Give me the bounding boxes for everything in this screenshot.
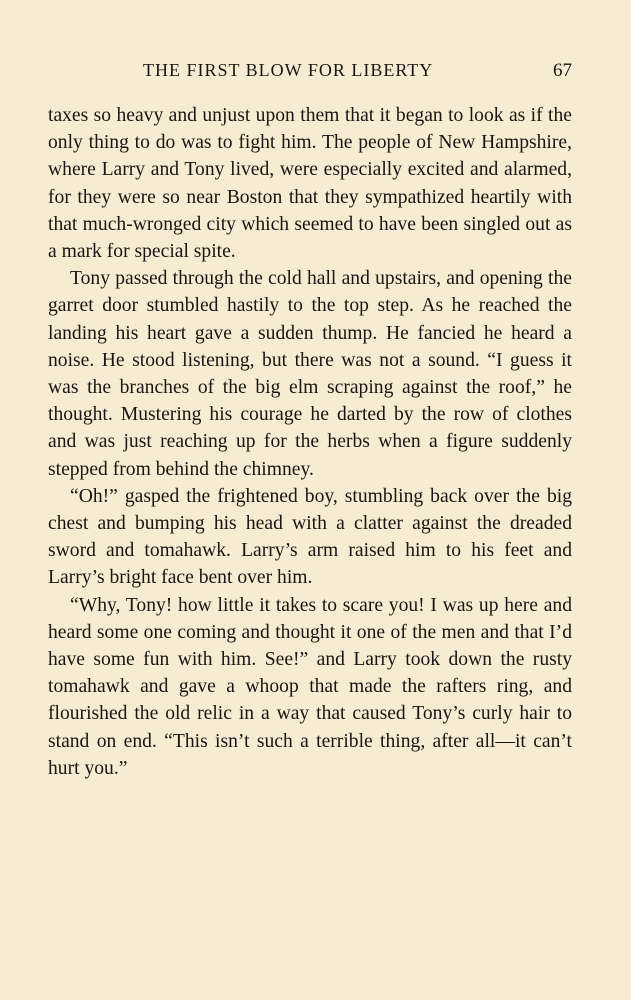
running-title: THE FIRST BLOW FOR LIBERTY [143, 60, 434, 80]
running-head [48, 60, 572, 88]
paragraph-4: “Why, Tony! how little it takes to scare you! I was up here and heard some one coming and thought it one of the men and that I’d have some fun with him. See!” and Larry took down the rusty tomahawk and gave a whoop that made the rafters ring, and flourished the old relic in a way that caused Tony’s curly hair to stand on end. “This isn’t such a terrible thing, after all—it can’t hurt you.” [48, 594, 572, 779]
paragraph-2: Tony passed through the cold hall and upstairs, and opening the garret door stumbled hastily to the top step. As he reached the landing his heart gave a sudden thump. He fancied he heard a noise. He stood listening, but there was not a sound. “I guess it was the branches of the big elm scraping against the roof,” he thought. Mustering his courage he darted by the row of clothes and was just reaching up for the herbs when a figure suddenly stepped from behind the chimney. [48, 268, 572, 480]
paragraph-1: taxes so heavy and unjust upon them that it began to look as if the only thing to do was to fight him. The people of New Hampshire, where Larry and Tony lived, were especially excited and alarmed, for they were so near Boston that they sympathized heartily with that much-wronged city which seemed to have been singled out as a mark for special spite. [48, 105, 572, 263]
paragraph-3: “Oh!” gasped the frightened boy, stumbling back over the big chest and bumping his head with a clatter against the dreaded sword and tomahawk. Larry’s arm raised him to his feet and Larry’s bright face bent over him. [48, 485, 572, 589]
page-number: 67 [553, 60, 572, 81]
body-text [48, 102, 572, 782]
